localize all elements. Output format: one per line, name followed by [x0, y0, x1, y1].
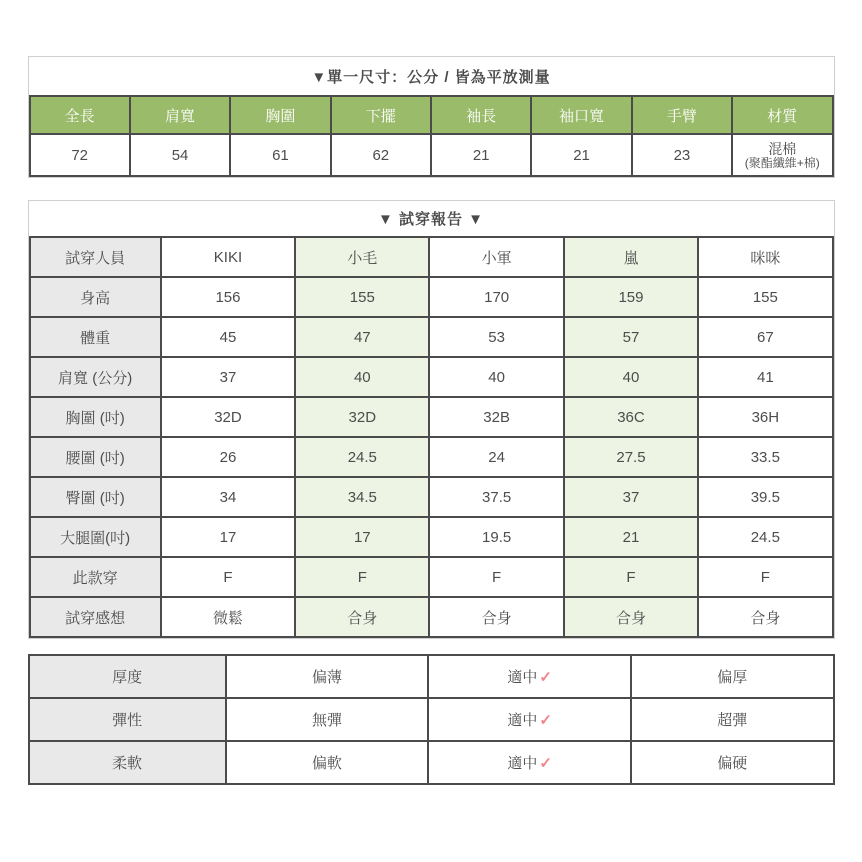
fit-cell: 53	[429, 317, 563, 357]
fit-cell: 24	[429, 437, 563, 477]
size-value-row	[30, 134, 833, 176]
fabric-row-softness	[29, 741, 834, 784]
fabric-option-checked	[428, 741, 631, 784]
fit-row-label: 身高	[30, 277, 161, 317]
fabric-table	[28, 654, 835, 785]
size-col-header: 全長	[30, 96, 130, 134]
size-table	[29, 95, 834, 177]
fabric-option: 偏厚	[631, 655, 834, 698]
size-col-header: 胸圍	[230, 96, 330, 134]
fit-cell: 155	[698, 277, 832, 317]
fit-cell: 32B	[429, 397, 563, 437]
fit-cell: 19.5	[429, 517, 563, 557]
fit-cell: 170	[429, 277, 563, 317]
fit-row-label: 胸圍 (吋)	[30, 397, 161, 437]
material-composition: (聚酯纖維+棉)	[744, 155, 820, 170]
size-col-header: 袖長	[431, 96, 531, 134]
fit-cell: KIKI	[161, 237, 295, 277]
fit-cell: 47	[295, 317, 429, 357]
size-chart-page	[28, 0, 835, 785]
fit-row-label: 試穿人員	[30, 237, 161, 277]
fit-cell: 21	[564, 517, 698, 557]
fit-cell: F	[295, 557, 429, 597]
fit-cell: 17	[295, 517, 429, 557]
size-col-header: 袖口寬	[531, 96, 631, 134]
fit-cell: 32D	[295, 397, 429, 437]
fabric-option: 偏硬	[631, 741, 834, 784]
material-name: 混棉	[768, 140, 797, 157]
fit-cell: 合身	[564, 597, 698, 637]
fit-cell: 合身	[429, 597, 563, 637]
fabric-row-elasticity	[29, 698, 834, 741]
section-gap	[28, 178, 835, 200]
fit-cell: F	[161, 557, 295, 597]
fit-cell: 嵐	[564, 237, 698, 277]
fit-cell: F	[564, 557, 698, 597]
fit-cell: 咪咪	[698, 237, 832, 277]
size-value-cell: 54	[130, 134, 230, 176]
fit-cell: 40	[564, 357, 698, 397]
fit-row-thigh	[30, 517, 833, 557]
fit-row-label: 肩寬 (公分)	[30, 357, 161, 397]
fit-row-label: 體重	[30, 317, 161, 357]
fabric-row-thickness	[29, 655, 834, 698]
fit-row-impression	[30, 597, 833, 637]
fit-row-label: 大腿圍(吋)	[30, 517, 161, 557]
fit-cell: 合身	[295, 597, 429, 637]
fit-report-section	[28, 200, 835, 639]
fit-cell: 37	[564, 477, 698, 517]
size-col-header: 肩寬	[130, 96, 230, 134]
fit-row-label: 臀圍 (吋)	[30, 477, 161, 517]
fit-cell: 39.5	[698, 477, 832, 517]
fit-row-label: 此款穿	[30, 557, 161, 597]
check-icon: ✓	[539, 712, 552, 729]
fabric-option-text: 適中	[507, 712, 538, 729]
fit-cell: 24.5	[295, 437, 429, 477]
fit-cell: 37.5	[429, 477, 563, 517]
fit-cell: F	[698, 557, 832, 597]
fit-cell: 37	[161, 357, 295, 397]
fit-cell: 41	[698, 357, 832, 397]
fit-row-label: 腰圍 (吋)	[30, 437, 161, 477]
fit-row-shoulder	[30, 357, 833, 397]
fit-report-table	[29, 236, 834, 638]
fit-cell: 27.5	[564, 437, 698, 477]
size-value-cell: 21	[431, 134, 531, 176]
fit-row-weight	[30, 317, 833, 357]
fit-row-label: 試穿感想	[30, 597, 161, 637]
fit-cell: 156	[161, 277, 295, 317]
fit-cell: 45	[161, 317, 295, 357]
fit-cell: 155	[295, 277, 429, 317]
fabric-option-text: 適中	[507, 755, 538, 772]
fabric-row-label: 厚度	[29, 655, 226, 698]
fit-row-testers	[30, 237, 833, 277]
material-cell	[732, 134, 832, 176]
fit-cell: 17	[161, 517, 295, 557]
fit-cell: 36H	[698, 397, 832, 437]
check-icon: ✓	[539, 755, 552, 772]
fit-cell: 小軍	[429, 237, 563, 277]
size-value-cell: 23	[632, 134, 732, 176]
fit-cell: 34.5	[295, 477, 429, 517]
fit-cell: 159	[564, 277, 698, 317]
size-col-header: 下擺	[331, 96, 431, 134]
fit-cell: 36C	[564, 397, 698, 437]
fit-row-size-worn	[30, 557, 833, 597]
fit-cell: 40	[429, 357, 563, 397]
fabric-option: 偏軟	[226, 741, 429, 784]
fit-cell: 合身	[698, 597, 832, 637]
fit-cell: 小毛	[295, 237, 429, 277]
fit-cell: F	[429, 557, 563, 597]
fit-cell: 33.5	[698, 437, 832, 477]
size-value-cell: 21	[531, 134, 631, 176]
fabric-option: 偏薄	[226, 655, 429, 698]
fit-cell: 67	[698, 317, 832, 357]
fit-cell: 微鬆	[161, 597, 295, 637]
fit-row-bust	[30, 397, 833, 437]
fabric-option: 超彈	[631, 698, 834, 741]
fit-cell: 40	[295, 357, 429, 397]
check-icon: ✓	[539, 669, 552, 686]
fabric-option-checked	[428, 698, 631, 741]
size-value-cell: 62	[331, 134, 431, 176]
fit-cell: 57	[564, 317, 698, 357]
fabric-row-label: 彈性	[29, 698, 226, 741]
fit-row-waist	[30, 437, 833, 477]
fabric-option: 無彈	[226, 698, 429, 741]
fit-cell: 26	[161, 437, 295, 477]
size-col-header: 材質	[732, 96, 832, 134]
fit-report-title: ▼ 試穿報告 ▼	[377, 211, 485, 228]
fit-row-height	[30, 277, 833, 317]
size-col-header: 手臂	[632, 96, 732, 134]
fit-cell: 32D	[161, 397, 295, 437]
fit-cell: 34	[161, 477, 295, 517]
size-value-cell: 72	[30, 134, 130, 176]
size-table-section	[28, 56, 835, 178]
fabric-table-section	[28, 654, 835, 785]
fit-row-hip	[30, 477, 833, 517]
fabric-option-text: 適中	[507, 669, 538, 686]
size-value-cell: 61	[230, 134, 330, 176]
size-header-row	[30, 96, 833, 134]
fabric-row-label: 柔軟	[29, 741, 226, 784]
fabric-option-checked	[428, 655, 631, 698]
size-table-title: ▼單一尺寸：公分 / 皆為平放測量	[311, 68, 551, 86]
fit-cell: 24.5	[698, 517, 832, 557]
